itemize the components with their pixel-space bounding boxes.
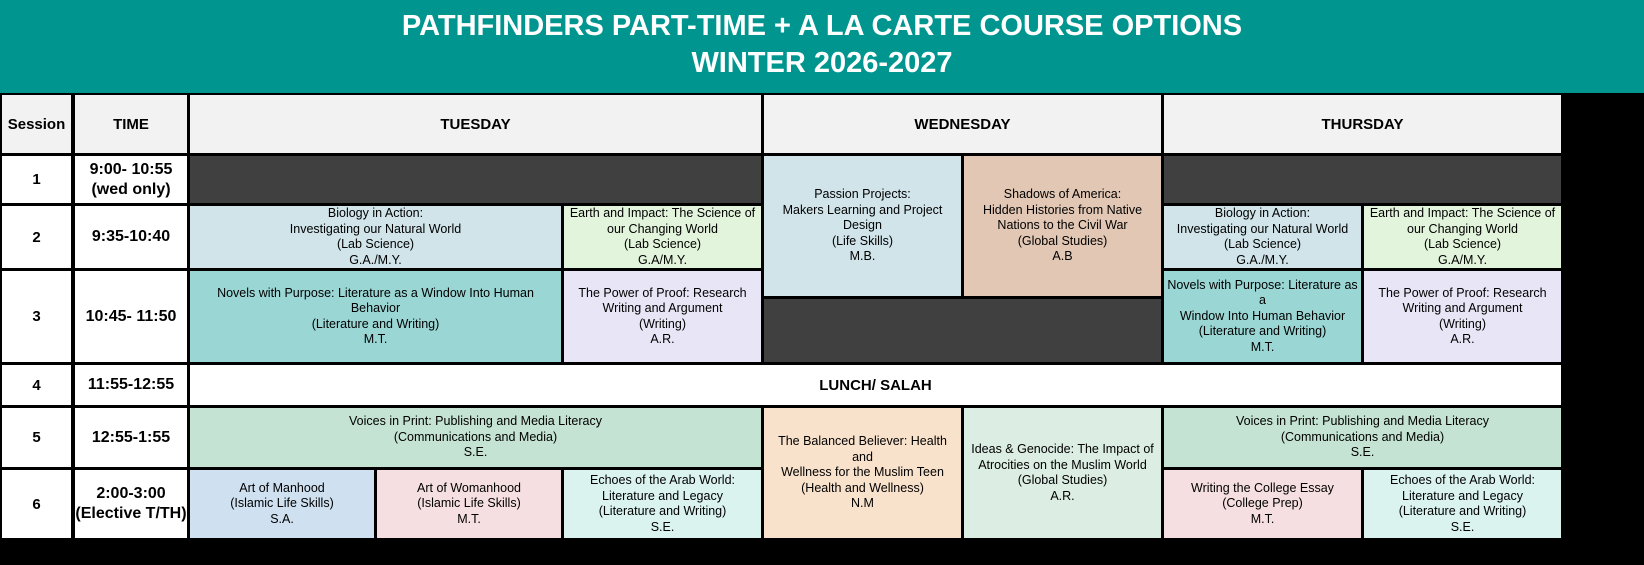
time-1-range: 9:00- 10:55	[89, 160, 173, 178]
course-voices-in-print-tuesday[interactable]	[190, 408, 761, 467]
course-title: The Balanced Believer: Health and	[778, 434, 947, 464]
time-6	[75, 470, 187, 538]
course-title: Echoes of the Arab World:	[590, 473, 735, 487]
course-category: (Life Skills)	[831, 233, 894, 248]
course-title: Earth and Impact: The Science of	[1369, 206, 1556, 220]
course-title-cont: Makers Learning and Project Design	[782, 202, 943, 233]
title-line-1: PATHFINDERS PART-TIME + A LA CARTE COURSE OPTIONS	[401, 10, 1243, 42]
course-passion-projects[interactable]	[764, 156, 961, 296]
time-1-note: (wed only)	[91, 180, 171, 198]
course-title: Passion Projects:	[814, 187, 911, 202]
course-title-cont: Investigating our Natural World	[1176, 221, 1349, 236]
course-category: (Literature and Writing)	[311, 316, 440, 331]
course-category: (Lab Science)	[1423, 237, 1502, 251]
course-shadows-of-america[interactable]	[964, 156, 1161, 296]
course-instructor: S.E.	[1350, 445, 1375, 460]
course-balanced-believer[interactable]	[764, 408, 961, 538]
course-category: (Communications and Media)	[1280, 429, 1445, 444]
course-instructor: A.R.	[1450, 332, 1475, 346]
header-tuesday: TUESDAY	[190, 95, 761, 153]
course-title-cont-2: Nations to the Civil War	[997, 218, 1128, 233]
time-5	[75, 408, 187, 467]
course-instructor: M.T.	[363, 332, 388, 346]
course-instructor: M.T.	[1250, 339, 1275, 354]
course-title-cont: Writing and Argument	[1402, 301, 1523, 315]
course-category: (Lab Science)	[1223, 237, 1302, 251]
course-category: (Literature and Writing)	[1398, 504, 1527, 518]
course-category: (Literature and Writing)	[598, 504, 727, 518]
course-title: Earth and Impact: The Science of	[569, 206, 756, 220]
course-category: (Writing)	[1439, 316, 1486, 331]
course-instructor: G.A./M.Y.	[349, 252, 402, 267]
course-power-of-proof-tuesday[interactable]	[564, 271, 761, 362]
time-6-note: (Elective T/TH)	[75, 505, 187, 522]
lunch-block: LUNCH/ SALAH	[190, 365, 1561, 405]
course-category: (Communications and Media)	[393, 429, 558, 444]
course-writing-college-essay[interactable]	[1164, 470, 1361, 538]
course-title: Biology in Action:	[1214, 206, 1311, 220]
page-title	[0, 0, 1644, 93]
course-title-cont: Writing and Argument	[602, 301, 723, 315]
wednesday-session-3-empty	[764, 299, 1161, 362]
course-title: Novels with Purpose: Literature as a	[1167, 277, 1358, 308]
session-6: 6	[2, 470, 71, 538]
course-biology-in-action-thursday[interactable]	[1164, 206, 1361, 268]
course-earth-and-impact-tuesday[interactable]	[564, 206, 761, 268]
time-2	[75, 206, 187, 268]
course-art-of-womanhood[interactable]	[377, 470, 561, 538]
course-title: Biology in Action:	[327, 206, 424, 220]
course-category: (Lab Science)	[336, 237, 415, 251]
header-wednesday: WEDNESDAY	[764, 95, 1161, 153]
course-instructor: A.B	[1052, 249, 1073, 264]
course-title: The Power of Proof: Research	[1378, 285, 1547, 300]
course-instructor: N.M	[851, 496, 874, 511]
course-novels-with-purpose-thursday[interactable]	[1164, 271, 1361, 362]
course-title-cont: Wellness for the Muslim Teen	[781, 465, 944, 480]
time-3	[75, 271, 187, 362]
course-instructor: S.E.	[1450, 519, 1475, 534]
course-echoes-of-arab-world-tuesday[interactable]	[564, 470, 761, 538]
time-4-range: 11:55-12:55	[87, 376, 175, 393]
schedule-table	[0, 93, 1644, 565]
course-title: The Power of Proof: Research	[578, 285, 747, 300]
course-instructor: M.B.	[849, 249, 876, 264]
course-novels-with-purpose-tuesday[interactable]	[190, 271, 561, 362]
course-voices-in-print-thursday[interactable]	[1164, 408, 1561, 467]
course-instructor: G.A/M.Y.	[637, 252, 688, 267]
course-category: (Islamic Life Skills)	[230, 496, 334, 511]
course-category: (College Prep)	[1222, 496, 1303, 511]
time-6-range: 2:00-3:00	[96, 485, 166, 502]
course-title: Ideas & Genocide: The Impact of	[971, 442, 1154, 456]
session-3: 3	[2, 271, 71, 362]
course-title: Writing the College Essay	[1191, 480, 1334, 495]
title-line-2: WINTER 2026-2027	[691, 47, 953, 79]
session-5: 5	[2, 408, 71, 467]
course-title: Art of Manhood	[239, 480, 325, 495]
course-title-cont: Literature and Legacy	[1402, 488, 1523, 503]
course-instructor: G.A/M.Y.	[1437, 252, 1488, 267]
course-category: (Writing)	[639, 316, 686, 331]
course-instructor: S.E.	[463, 445, 488, 460]
time-1	[75, 156, 187, 203]
course-title: Echoes of the Arab World:	[1390, 473, 1535, 487]
course-category: (Global Studies)	[1017, 233, 1108, 248]
course-echoes-of-arab-world-thursday[interactable]	[1364, 470, 1561, 538]
course-category: (Islamic Life Skills)	[417, 496, 521, 511]
course-category: (Global Studies)	[1017, 473, 1108, 487]
course-title-cont: Literature and Legacy	[602, 488, 723, 503]
course-category: (Health and Wellness)	[801, 480, 924, 495]
course-instructor: M.T.	[1250, 511, 1275, 526]
course-title: Shadows of America:	[1003, 187, 1122, 202]
course-title-cont: Investigating our Natural World	[289, 221, 462, 236]
course-art-of-manhood[interactable]	[190, 470, 374, 538]
header-thursday: THURSDAY	[1164, 95, 1561, 153]
time-2-range: 9:35-10:40	[91, 228, 171, 245]
header-session: Session	[2, 95, 71, 153]
header-time: TIME	[75, 95, 187, 153]
course-instructor: G.A./M.Y.	[1236, 252, 1289, 267]
course-title: Voices in Print: Publishing and Media Literacy	[1236, 414, 1489, 429]
time-5-range: 12:55-1:55	[91, 428, 171, 446]
course-earth-and-impact-thursday[interactable]	[1364, 206, 1561, 268]
course-category: (Lab Science)	[623, 237, 702, 251]
course-title-cont: our Changing World	[607, 221, 718, 236]
course-title: Novels with Purpose: Literature as a Window Into Human Behavior	[217, 285, 534, 315]
course-instructor: S.E.	[650, 519, 675, 534]
session-1: 1	[2, 156, 71, 203]
course-title-cont: Window Into Human Behavior	[1179, 308, 1346, 323]
course-instructor: M.T.	[457, 511, 481, 526]
course-title-cont: Hidden Histories from Native	[982, 202, 1143, 217]
course-instructor: S.A.	[270, 511, 294, 526]
course-category: (Literature and Writing)	[1198, 324, 1327, 339]
course-title: Art of Womanhood	[417, 480, 521, 495]
course-title: Voices in Print: Publishing and Media Literacy	[349, 414, 602, 429]
course-title-cont: our Changing World	[1407, 221, 1518, 236]
time-3-range: 10:45- 11:50	[85, 307, 177, 325]
session-4: 4	[2, 365, 71, 405]
course-biology-in-action-tuesday[interactable]	[190, 206, 561, 268]
course-ideas-and-genocide[interactable]	[964, 408, 1161, 538]
time-4	[75, 365, 187, 405]
thursday-session-1-empty	[1164, 156, 1561, 203]
course-title-cont: Atrocities on the Muslim World	[978, 457, 1147, 472]
session-2: 2	[2, 206, 71, 268]
course-instructor: A.R.	[1050, 488, 1075, 503]
course-instructor: A.R.	[650, 332, 675, 346]
tuesday-session-1-empty	[190, 156, 761, 203]
course-power-of-proof-thursday[interactable]	[1364, 271, 1561, 362]
